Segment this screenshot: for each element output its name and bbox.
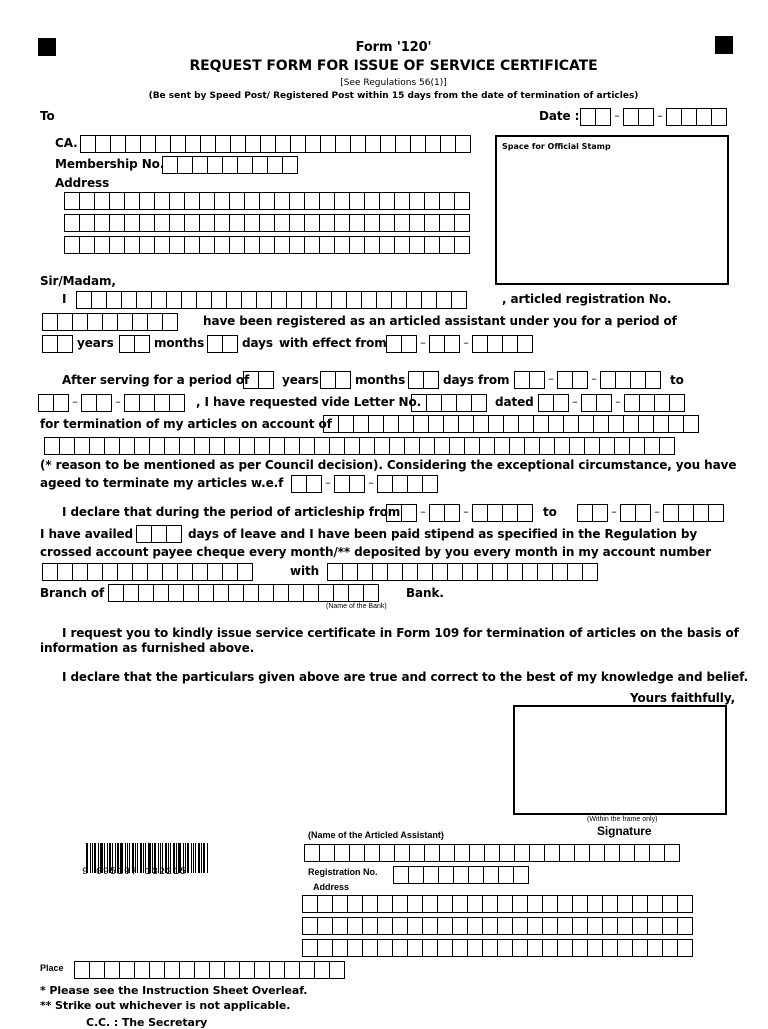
date-field[interactable]: – – — [580, 108, 726, 126]
assistant-name-caption: (Name of the Articled Assistant) — [308, 830, 444, 840]
days-from-label: days from — [443, 373, 510, 387]
date-label: Date : — [539, 109, 580, 123]
served-from-date-field[interactable]: – – — [514, 371, 660, 389]
signatory-name-field[interactable] — [304, 844, 679, 862]
articled-reg-number-field[interactable] — [42, 313, 177, 331]
barcode-bar — [195, 843, 196, 873]
dispatch-instruction: (Be sent by Speed Post/ Registered Post within 15 days from the date of termination of articles) — [148, 91, 639, 101]
signatory-address-line-2[interactable] — [302, 917, 692, 935]
years-label: years — [77, 336, 114, 350]
after-serving-label: After serving for a period of — [62, 373, 250, 387]
with-label: with — [290, 564, 320, 578]
days-leave-text: days of leave and I have been paid stipend as specified in the Regulation by — [188, 527, 698, 541]
period-days-field[interactable] — [207, 335, 237, 353]
footnote-instruction: * Please see the Instruction Sheet Overleaf. — [40, 984, 308, 997]
letter-no-label: , I have requested vide Letter No. — [196, 395, 422, 409]
signatory-registration-field[interactable] — [393, 866, 528, 884]
served-months-label: months — [355, 373, 406, 387]
ca-address-line-2[interactable] — [64, 214, 469, 232]
account-number-field[interactable] — [42, 563, 252, 581]
registration-no-label: Registration No. — [308, 867, 378, 877]
footnote-strike: ** Strike out whichever is not applicable. — [40, 999, 291, 1012]
served-months-field[interactable] — [320, 371, 350, 389]
address-label: Address — [55, 176, 110, 190]
membership-label: Membership No. — [55, 157, 165, 171]
place-field[interactable] — [74, 961, 344, 979]
period-years-field[interactable] — [42, 335, 72, 353]
barcode-bar — [203, 843, 205, 873]
reason-field-line-2[interactable] — [44, 437, 674, 455]
signatory-address-line-1[interactable] — [302, 895, 692, 913]
bank-caption: (Name of the Bank) — [326, 603, 387, 610]
bank-label: Bank. — [406, 586, 444, 600]
reason-note: (* reason to be mentioned as per Council decision). Considering the exceptional circumstance, you have — [40, 458, 737, 472]
barcode-bar — [201, 843, 202, 873]
articleship-to-date-field[interactable]: – – — [577, 504, 723, 522]
signature-label: Signature — [597, 824, 652, 838]
within-frame-caption: (Within the frame only) — [587, 816, 658, 823]
reason-field-line-1[interactable] — [323, 415, 698, 433]
agreed-label: ageed to terminate my articles w.e.f — [40, 476, 284, 490]
salutation: Sir/Madam, — [40, 274, 116, 288]
yours-faithfully: Yours faithfully, — [630, 691, 736, 705]
branch-of-label: Branch of — [40, 586, 105, 600]
barcode-bar — [191, 843, 192, 873]
bank-with-field[interactable] — [327, 563, 597, 581]
cc-line: C.C. : The Secretary — [86, 1016, 208, 1029]
request-line-2: information as furnished above. — [40, 641, 255, 655]
availed-label: I have availed — [40, 527, 133, 541]
days-label: days — [242, 336, 273, 350]
declare-period-label: I declare that during the period of articleship from — [62, 505, 401, 519]
served-years-label: years — [282, 373, 319, 387]
barcode-bar — [193, 843, 194, 873]
stamp-label: Space for Official Stamp — [502, 142, 611, 151]
articled-reg-label: , articled registration No. — [502, 292, 672, 306]
ca-name-field[interactable] — [80, 135, 470, 153]
effect-date-field[interactable]: – – — [386, 335, 532, 353]
termination-label: for termination of my articles on account of — [40, 417, 332, 431]
bank-branch-field[interactable] — [108, 584, 378, 602]
letter-date-field[interactable]: – – — [538, 394, 684, 412]
form-title: REQUEST FORM FOR ISSUE OF SERVICE CERTIFICATE — [189, 58, 598, 74]
to-word: to — [670, 373, 684, 387]
assistant-name-field[interactable] — [76, 291, 466, 309]
form-number: Form '120' — [355, 40, 432, 55]
leave-days-field[interactable] — [136, 525, 181, 543]
served-to-date-field[interactable]: – – — [38, 394, 184, 412]
ca-label: CA. — [55, 136, 78, 150]
served-years-field[interactable] — [243, 371, 273, 389]
place-label: Place — [40, 963, 64, 973]
i-label: I — [62, 292, 67, 306]
barcode-digits: 9 095197 132215 — [82, 867, 188, 878]
cheque-text: crossed account payee cheque every month/** deposited by you every month in my account number — [40, 545, 712, 559]
official-stamp-box — [495, 135, 729, 285]
dated-label: dated — [495, 395, 534, 409]
served-days-field[interactable] — [408, 371, 438, 389]
barcode-bar — [207, 843, 208, 873]
months-label: months — [154, 336, 205, 350]
signatory-address-line-3[interactable] — [302, 939, 692, 957]
signatory-address-label: Address — [313, 882, 350, 892]
articleship-to-word: to — [543, 505, 557, 519]
declare-true-text: I declare that the particulars given above are true and correct to the best of my knowledge and belief. — [62, 670, 749, 684]
request-line-1: I request you to kindly issue service certificate in Form 109 for termination of articles on the basis of — [62, 626, 739, 640]
terminate-wef-date-field[interactable]: – – — [291, 475, 437, 493]
regulation-ref: [See Regulations 56(1)] — [340, 78, 447, 88]
ca-address-line-3[interactable] — [64, 236, 469, 254]
barcode-bar — [187, 843, 189, 873]
signature-box[interactable] — [513, 705, 727, 815]
membership-number-field[interactable] — [162, 156, 297, 174]
period-months-field[interactable] — [119, 335, 149, 353]
articleship-from-date-field[interactable]: – – — [386, 504, 532, 522]
registered-text: have been registered as an articled assistant under you for a period of — [203, 314, 677, 328]
to-label: To — [40, 109, 55, 123]
barcode-bar — [198, 843, 200, 873]
ca-address-line-1[interactable] — [64, 192, 469, 210]
letter-number-field[interactable] — [411, 394, 486, 412]
with-effect-label: with effect from — [279, 336, 387, 350]
